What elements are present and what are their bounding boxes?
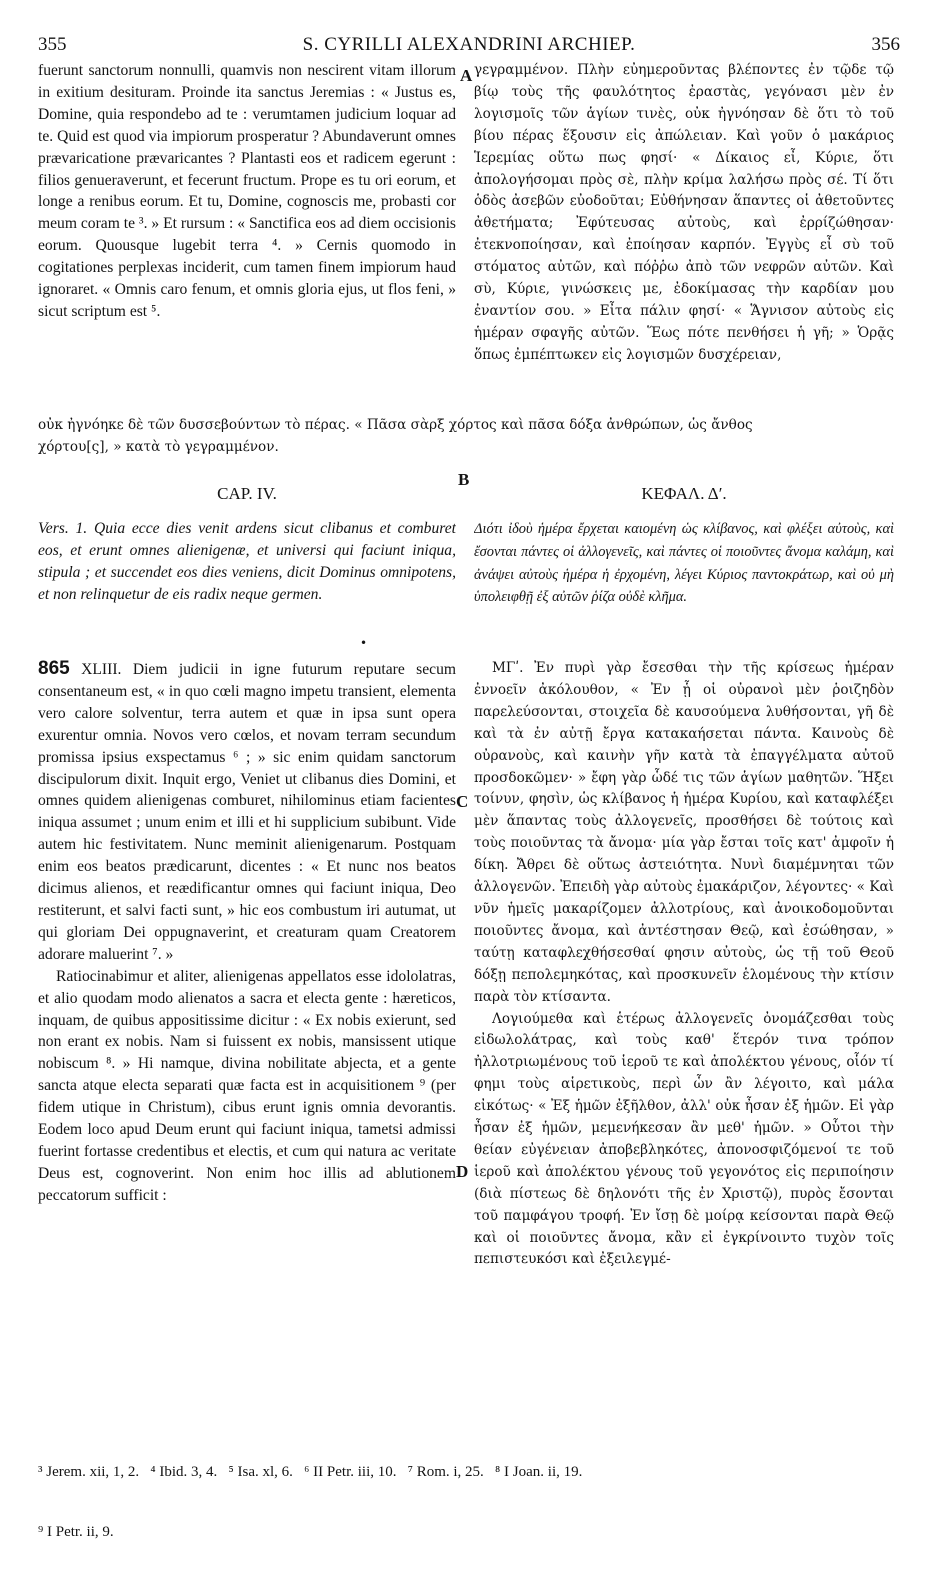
latin-column-top <box>38 60 456 410</box>
verse-latin <box>38 518 456 638</box>
asterisk-mark: • <box>360 636 368 650</box>
greek-column-body <box>474 658 894 1408</box>
latin-top-text: fuerunt sanctorum nonnulli, quamvis non nescirent vitam illorum in exitium desituram. Proinde ita sanctus Jeremias : « Justus es, Domine, quia respondebo ad te : verumtamen judicium loquar ad te. Quid est quod via impiorum prosperatur ? Abundaverunt omnes prævaricatione prævaricantes ? Plantasti eos et radicem egerunt : filios genueraverunt, et fecerunt fructum. Prope es tu ori eorum, et longe a renibus eorum. Et tu, Domine, cognoscis me, probasti cor meum coram te ³. » Et rursum : « Sanctifica eos ad diem occisionis eorum. Quousque lugebit terra ⁴. » Cernis quomodo in cogitationes perplexas inciderit, cum tamen finem impiorum haud ignoraret. « Omnis caro fenum, et omnis gloria ejus, ut flos feni, » sicut scriptum est ⁵. <box>38 62 456 320</box>
greek-top-text: γεγραμμένον. Πλὴν εὐημεροῦντας βλέποντες ἐν τῷδε τῷ βίῳ τοὺς τῆς φαυλότητος ἐραστὰς, γεγόνασι μὲν ἐν λογισμοῖς τῶν ἁγίων τινὲς, οὐκ ἠγνόησαν δὲ ὅτι τὸ τοῦ βίου πέρας ἕξουσιν εἰς ἀπώλειαν. Καὶ γοῦν ὁ μακάριος Ἱερεμίας οὕτω πως φησί· « Δίκαιος εἶ, Κύριε, ὅτι ἀπολογήσομαι πρὸς σὲ, πλὴν κρίμα λαλήσω πρὸς σέ. Τί ὅτι ὁδὸς ἀσεβῶν εὐοδοῦται; Εὐθήνησαν ἅπαντες οἱ ἀθετοῦντες ἀθετήματα; Ἐφύτευσας αὐτοὺς, καὶ ἐρρίζώθησαν· ἐτεκνοποίησαν, καὶ ἐποίησαν καρπόν. Ἐγγὺς εἶ σὺ τοῦ στόματος αὐτῶν, καὶ πόῤῥω ἀπὸ τῶν νεφρῶν αὐτῶν. Καὶ σὺ, Κύριε, γινώσκεις με, ἐδοκίμασας τὴν καρδίαν μου ἐναντίον σου. » Εἶτα πάλιν φησί· « Ἅγνισον αὐτοὺς εἰς ἡμέραν σφαγῆς αὐτῶν. Ἕως πότε πενθήσει ἡ γῆ; » Ὁρᾷς ὅπως ἐμπέπτωκεν εἰς λογισμῶν δυσχέρειαν, <box>474 62 894 363</box>
footnote-line-1: ³ Jerem. xii, 1, 2. ⁴ Ibid. 3, 4. ⁵ Isa. xl, 6. ⁶ II Petr. iii, 10. ⁷ Rom. i, 25. ⁸ I Joan. ii, 19. <box>38 1464 583 1480</box>
chapter-heading-latin: CAP. IV. <box>217 484 277 503</box>
running-title: S. CYRILLI ALEXANDRINI ARCHIEP. <box>302 34 636 55</box>
page-number-left: 355 <box>38 34 67 55</box>
margin-letter-c: C <box>456 792 469 811</box>
latin-column-body <box>38 658 456 1408</box>
spanning-line-2: χόρτου[ς], » κατὰ τὸ γεγραμμένον. <box>38 439 279 455</box>
margin-letter-b: B <box>458 470 470 489</box>
verse-latin-text: Vers. 1. Quia ecce dies venit ardens sicut clibanus et comburet eos, et erunt omnes alienigenæ, et universi qui faciunt iniqua, stipula ; et succendet eos dies veniens, dicit Dominus omnipotens, et non relinquetur de eis radix neque germen. <box>38 520 456 603</box>
latin-paragraph-2: Ratiocinabimur et aliter, alienigenas appellatos esse idololatras, et alio quodam modo alienatos a sacra et electa gente : hæreticos, inquam, de quibus appositissime dicitur : « Ex nobis exierunt, sed non erant ex nobis. Nam si fuissent ex nobis, mansissent utique nobiscum ⁸. » Hi namque, divina nobilitate abjecta, et a gente sancta atque electa separati quæ facta est in acquisitionem ⁹ (per fidem utique in Christum), cibus erunt ignis omnia devorantis. Eodem loco apud Deum erunt qui faciunt iniqua, tametsi admissi fuerint fortasse credentibus et electis, et cum qui natura ac veritate Deus est, cognoverint. Non enim hoc illis ad ablutionem peccatorum sufficit : <box>38 967 456 1204</box>
spanning-line-1: οὐκ ἠγνόηκε δὲ τῶν δυσσεβούντων τὸ πέρας. « Πᾶσα σὰρξ χόρτος καὶ πᾶσα δόξα ἀνθρώπων, ὡς ἄνθος <box>38 417 753 433</box>
margin-letter-d: D <box>456 1162 469 1181</box>
greek-column-top <box>474 60 894 410</box>
column-number: 865 <box>38 658 70 679</box>
margin-letter-a: A <box>460 66 473 85</box>
page-number-right: 356 <box>871 34 900 55</box>
greek-paragraph-1: ΜΓʹ. Ἐν πυρὶ γὰρ ἔσεσθαι τὴν τῆς κρίσεως ἡμέραν ἐννοεῖν ἀκόλουθον, « Ἐν ᾗ οἱ οὐρανοὶ μὲν ῥοιζηδὸν παρελεύσονται, στοιχεῖα δὲ καυσούμενα λυθήσονται, γῆ δὲ καὶ τὰ ἐν αὐτῇ ἔργα κατακαήσεται πάντα. Καινοὺς δὲ οὐρανοὺς, καὶ καινὴν γῆν κατὰ τὰ ἐπαγγέλματα αὐτοῦ προσδοκῶμεν· » ἔφη γὰρ ὧδέ τις τῶν ἁγίων μαθητῶν. Ἥξει τοίνυν, φησὶν, ὡς κλίβανος ἡ ἡμέρα Κυρίου, καὶ καταφλέξει μὲν ἅπαντας τοὺς ἀλλογενεῖς, προσθήσει δὲ τούτοις καὶ τοὺς ποιοῦντας τὰ ἄνομα· μία γὰρ ἔσται τοῖς κατ' ἀμφοῖν ἡ δίκη. Ἄθρει δὲ οὕτως ἀστειότητα. Νυνὶ διαμέμνηται τῶν ἀλλογενῶν. Ἐπειδὴ γὰρ αὐτοὺς ἐμακάριζον, λέγοντες· « Καὶ νῦν ἡμεῖς μακαρίζομεν ἀλλοτρίους, καὶ ἀνοικοδομοῦνται ποιοῦντες ἄνομα, καὶ ἀντέστησαν Θεῷ, καὶ ἐσώθησαν, » ταύτῃ καταφλεχθήσεσθαί φησιν αὐτοὺς, ὡς τῇ τοῦ Θεοῦ δόξῃ πεπολεμηκότας, καὶ προσκυνεῖν ἑλομένους τὴν κτίσιν παρὰ τὸν κτίσαντα. <box>474 660 894 1005</box>
footnotes <box>38 1422 918 1582</box>
latin-paragraph-1-text: XLIII. Diem judicii in igne futurum reputare secum consentaneum est, « in quo cœli magno impetu transient, elementa vero calore solventur, terra autem et quæ in ipsa sunt opera exurentur omnia. Novos vero cœlos, et novam terram secundum promissa ipsius exspectamus ⁶ ; » sic enim quidam sanctorum discipulorum dixit. Inquit ergo, Veniet ut clibanus dies Domini, et omnes quidem alienigenas comburet, nihilominus etiam facientes iniqua assumet ; unum enim et illi et hi supplicium subibunt. Vide autem hic festivitatem. Nunc meminit alienigenarum. Postquam enim eos beatos prædicarunt, dicentes : « Et nunc nos beatos dicimus alienos, et reædificantur omnes qui faciunt iniqua, Deo restiterunt, et salvi facti sunt, » hic eos combustum iri autumat, ut qui gloriam Dei oppugnaverint, et creaturam quam Creatorem adorare maluerint ⁷. » <box>38 661 456 963</box>
chapter-heading-greek: ΚΕΦΑΛ. Δʹ. <box>641 484 727 503</box>
greek-paragraph-2: Λογιούμεθα καὶ ἑτέρως ἀλλογενεῖς ὀνομάζεσθαι τοὺς εἰδωλολάτρας, καὶ τοὺς καθ' ἕτερόν τινα τρόπον ἠλλοτριωμένους τοῦ ἱεροῦ τε καὶ ἀπολέκτου γένους, οἷόν τί φημι τοὺς αἱρετικοὺς, περὶ ὧν ἂν λέγοιτο, καὶ μάλα εἰκότως· « Ἐξ ἡμῶν ἐξῆλθον, ἀλλ' οὐκ ἦσαν ἐξ ἡμῶν. Εἰ γὰρ ἦσαν ἐξ ἡμῶν, μεμενήκεσαν ἂν μεθ' ἡμῶν. » Οὗτοι τὴν θείαν εὐγένειαν ἀποβεβληκότες, ἀπονοσφιζόμενοί τε τοῦ ἱεροῦ καὶ ἀπολέκτου γένους τοῦ γεγονότος εἰς περιποίησιν (διὰ πίστεως δὲ δηλονότι τῆς ἐν Χριστῷ), πυρὸς ἔσονται τοῦ παμφάγου τροφή. Ἐν ἴσῃ δὲ μοίρᾳ κείσονται παρὰ Θεῷ καὶ οἱ ποιοῦντες ἄνομα, κἂν εἰ ἐγκρίνοιντο τυχὸν τοῖς πεπιστευκόσι καὶ ἐξειλεγμέ- <box>474 1010 894 1268</box>
footnote-line-2: ⁹ I Petr. ii, 9. <box>38 1524 114 1540</box>
verse-greek <box>474 518 894 638</box>
latin-paragraph-1 <box>38 658 456 966</box>
running-head <box>38 34 900 58</box>
verse-greek-text: Διότι ἰδοὺ ἡμέρα ἔρχεται καιομένη ὡς κλίβανος, καὶ φλέξει αὐτοὺς, καὶ ἔσονται πάντες οἱ ἀλλογενεῖς, καὶ πάντες οἱ ποιοῦντες ἄνομα καλάμη, καὶ ἀνάψει αὐτοὺς ἡμέρα ἡ ἐρχομένη, λέγει Κύριος παντοκράτωρ, καὶ οὐ μὴ ὑπολειφθῇ ἐξ αὐτῶν ῥίζα οὐδὲ κλῆμα. <box>474 521 894 606</box>
